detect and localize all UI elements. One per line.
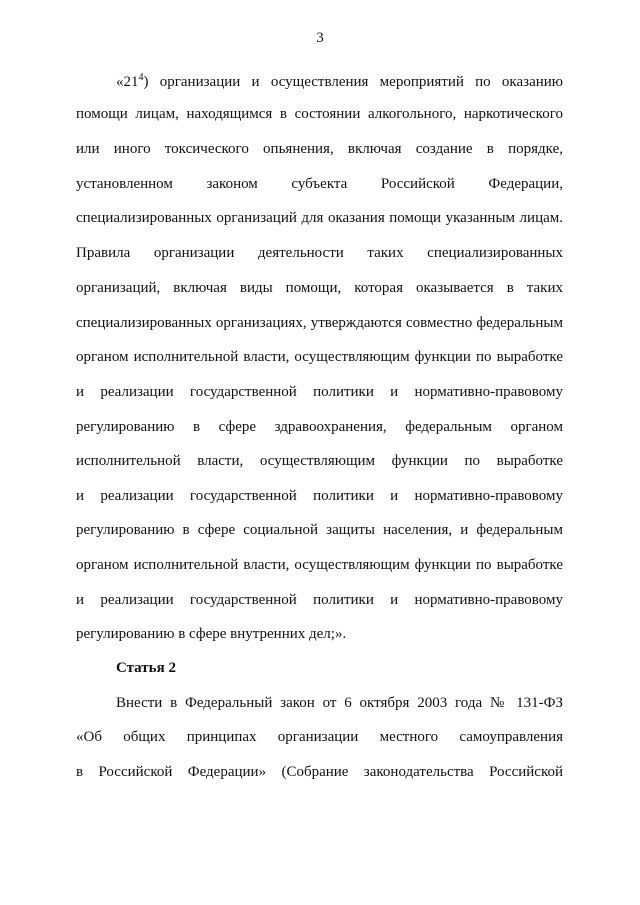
paragraph-1-line: исполнительной власти, осуществляющим функции по выработке xyxy=(76,453,563,469)
paragraph-1-line: регулированию в сфере здравоохранения, федеральным органом xyxy=(76,419,563,435)
paragraph-2-line: «Об общих принципах организации местного самоуправления xyxy=(76,729,563,745)
paragraph-1-line: регулированию в сфере социальной защиты населения, и федеральным xyxy=(76,522,563,538)
paragraph-1-line: органом исполнительной власти, осуществляющим функции по выработке xyxy=(76,349,563,365)
paragraph-1-line: специализированных организаций для оказания помощи указанным лицам. xyxy=(76,210,563,226)
paragraph-1-line: и реализации государственной политики и нормативно-правовому xyxy=(76,488,563,504)
paragraph-1-line: и реализации государственной политики и нормативно-правовому xyxy=(76,592,563,608)
page-number: 3 xyxy=(316,30,324,46)
paragraph-1-line: органом исполнительной власти, осуществляющим функции по выработке xyxy=(76,557,563,573)
article-heading: Статья 2 xyxy=(116,660,176,676)
paragraph-1-line: или иного токсического опьянения, включая создание в порядке, xyxy=(76,141,563,157)
paragraph-1-line-1 xyxy=(116,72,563,92)
item-number-superscript: 4 xyxy=(138,72,144,83)
paragraph-1-line: помощи лицам, находящимся в состоянии алкогольного, наркотического xyxy=(76,106,563,122)
paragraph-1-line: Правила организации деятельности таких специализированных xyxy=(76,245,563,261)
paragraph-1-line: установленном законом субъекта Российской Федерации, xyxy=(76,176,563,192)
paragraph-2-line-1: Внести в Федеральный закон от 6 октября 2003 года № 131-ФЗ xyxy=(116,695,563,711)
paragraph-1-line-last: регулированию в сфере внутренних дел;». xyxy=(76,626,347,642)
paragraph-1-line: и реализации государственной политики и нормативно-правовому xyxy=(76,384,563,400)
paragraph-2-line: в Российской Федерации» (Собрание законодательства Российской xyxy=(76,764,563,780)
item-number: «21 xyxy=(116,74,139,90)
paragraph-1-line: организаций, включая виды помощи, которая оказывается в таких xyxy=(76,280,563,296)
paragraph-1-lead-text: ) организации и осуществления мероприятий по оказанию xyxy=(143,74,563,90)
paragraph-1-line: специализированных организациях, утверждаются совместно федеральным xyxy=(76,315,563,331)
